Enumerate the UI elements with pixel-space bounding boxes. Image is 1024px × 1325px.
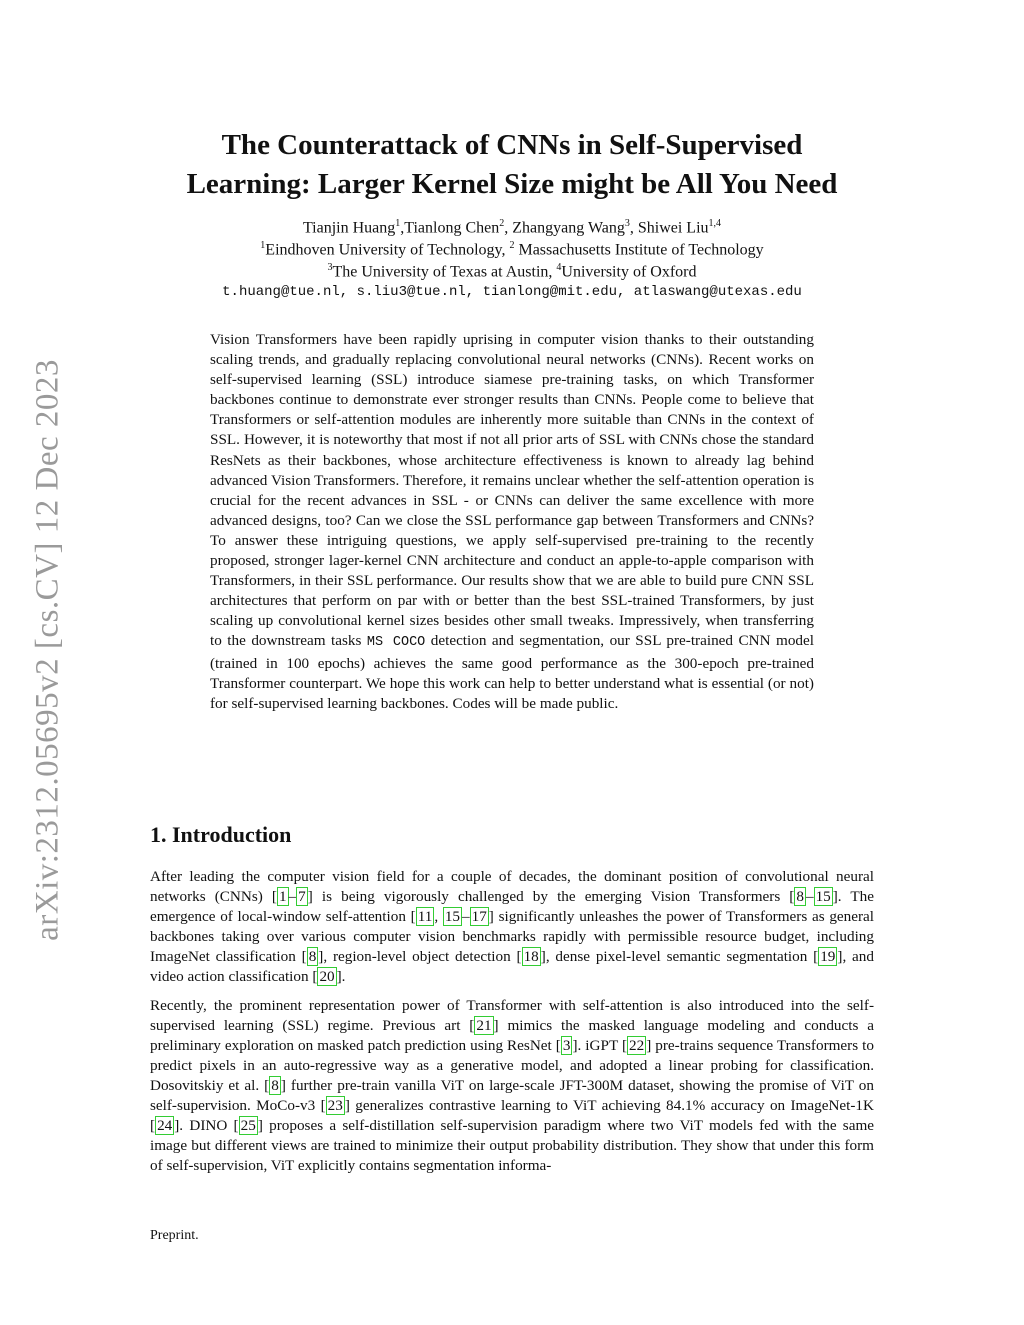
section-heading-introduction: 1. Introduction	[150, 822, 292, 847]
citation-link[interactable]: 7	[298, 888, 306, 905]
aff-3-sup: 3	[327, 262, 333, 274]
affiliation-line-2	[150, 261, 874, 283]
title-line-2: Learning: Larger Kernel Size might be All You Need	[186, 168, 838, 201]
aff-2-sup: 2	[509, 240, 515, 252]
citation-link[interactable]: 11	[417, 908, 433, 925]
citation-link[interactable]: 20	[319, 968, 335, 985]
citation-link[interactable]: 23	[327, 1097, 343, 1114]
citation-link[interactable]: 17	[471, 908, 487, 925]
author-4-sup: 1,4	[708, 218, 722, 229]
aff-1-sup: 1	[260, 240, 266, 252]
page-footer: Preprint.	[150, 1228, 199, 1243]
title-line-1: The Counterattack of CNNs in Self-Supervised	[221, 129, 803, 161]
citation-link[interactable]: 24	[157, 1117, 173, 1134]
author-names	[150, 217, 874, 239]
abstract-dataset-name: MS COCO	[366, 635, 426, 651]
author-1-sup: 1	[395, 218, 401, 229]
aff-4-sup: 4	[556, 262, 562, 274]
citation-link[interactable]: 15	[444, 908, 461, 925]
affiliation-2: Massachusetts Institute of Technology	[514, 241, 764, 259]
citation-link[interactable]: 8	[308, 948, 317, 965]
abstract-text-2: detection and segmentation, our SSL pre-trained CNN model (trained in 100 epochs) achieves the same good performance as the 300-epoch pre-trained Transformer counterpart. We hope this work can help to better understand what is essential (or not) for self-supervised learning backbones. Codes will be made public.	[210, 632, 814, 712]
abstract	[210, 330, 814, 714]
author-3: , Zhangyang Wang	[504, 219, 625, 237]
author-2-sup: 2	[499, 218, 505, 229]
abstract-text-1: Vision Transformers have been rapidly uprising in computer vision thanks to their outstanding scaling trends, and gradually replacing convolutional neural networks (CNNs). Recent works on self-supervised learning (SSL) introduce siamese pre-training tasks, on which Transformer backbones continue to demonstrate ever stronger results than CNNs. People come to believe that Transformers or self-attention modules are inherently more suitable than CNNs in the context of SSL. However, it is noteworthy that most if not all prior arts of SSL with CNNs chose the standard ResNets as their backbones, whose architecture effectiveness is known to already lag behind advanced Vision Transformers. Therefore, it remains unclear whether the self-attention operation is crucial for the recent advances in SSL - or CNNs can deliver the same excellence with more advanced designs, too? Can we close the SSL performance gap between Transformers and CNNs? To answer these intriguing questions, we apply self-supervised pre-training to the recently proposed, stronger lager-kernel CNN architecture and conduct an apple-to-apple comparison with Transformers, in their SSL performance. Our results show that we are able to build pure CNN SSL architectures that perform on par with or better than the best SSL-trained Transformers, by just scaling up convolutional kernel sizes besides other small tweaks. Impressively, when transferring to the downstream tasks	[210, 331, 814, 650]
intro-paragraph-2: Recently, the prominent representation power of Transformer with self-attention is also introduced into the self-supervised learning (SSL) regime. Previous art [ 21 ] mimics the masked language modeling and conducts a preliminary exploration on masked patch prediction using ResNet [ 3 ]. iGPT [ 22 ] pre-trains sequence Transformers to predict pixels in an auto-regressive way as a generative model, and adopted a linear probing for classification. Dosovitskiy et al. [ 8 ] further pre-train vanilla ViT on large-scale JFT-300M dataset, showing the promise of ViT on self-supervision. MoCo-v3 [ 23 ] generalizes contrastive learning to ViT achieving 84.1% accuracy on ImageNet-1K [ 24 ]. DINO [ 25 ] proposes a self-distillation self-supervision paradigm where two ViT models fed with the same image but different views are trained to minimize their output probability distribution. They show that under this form of self-supervision, ViT explicitly contains segmentation informa-	[150, 997, 875, 1174]
citation-link[interactable]: 3	[562, 1037, 571, 1054]
citation-link[interactable]: 19	[820, 948, 836, 965]
citation-link[interactable]: 1	[278, 888, 287, 905]
affiliation-line-1	[150, 239, 874, 261]
affiliation-4: University of Oxford	[561, 263, 697, 281]
citation-link[interactable]: 18	[523, 948, 539, 965]
affiliation-3: The University of Texas at Austin,	[332, 263, 557, 281]
author-3-sup: 3	[624, 218, 630, 229]
author-1: Tianjin Huang	[302, 219, 396, 237]
citation-link[interactable]: 25	[240, 1117, 256, 1134]
citation-link[interactable]: 22	[629, 1037, 645, 1054]
citation-link[interactable]: 15	[815, 888, 831, 905]
author-emails: t.huang@tue.nl, s.liu3@tue.nl, tianlong@mit.edu, atlaswang@utexas.edu	[222, 284, 802, 301]
paper-title	[150, 126, 874, 204]
citation-link[interactable]: 8	[796, 888, 804, 905]
arxiv-stamp	[18, 350, 78, 950]
citation-link[interactable]: 8	[271, 1077, 279, 1094]
author-4: , Shiwei Liu	[629, 219, 709, 237]
author-block	[150, 217, 874, 302]
citation-link[interactable]: 21	[476, 1017, 492, 1034]
intro-paragraph-1: After leading the computer vision field for a couple of decades, the dominant position of convolutional neural networks (CNNs) [ 1 – 7 ] is being vigorously challenged by the emerging Vision Transformers [ 8 – 15 ]. The emergence of local-window self-attention [ 11 , 15 – 17 ] significantly unleashes the power of Transformers as general backbones taking over various computer vision benchmarks rapidly with permissible resource budget, including ImageNet classification [ 8 ], region-level object detection [ 18 ], dense pixel-level semantic segmentation [ 19 ], and video action classification [ 20 ].	[150, 868, 875, 985]
arxiv-stamp-text: arXiv:2312.05695v2 [cs.CV] 12 Dec 2023	[29, 359, 66, 941]
author-2: ,Tianlong Chen	[400, 219, 500, 237]
affiliation-1: Eindhoven University of Technology,	[265, 241, 510, 259]
